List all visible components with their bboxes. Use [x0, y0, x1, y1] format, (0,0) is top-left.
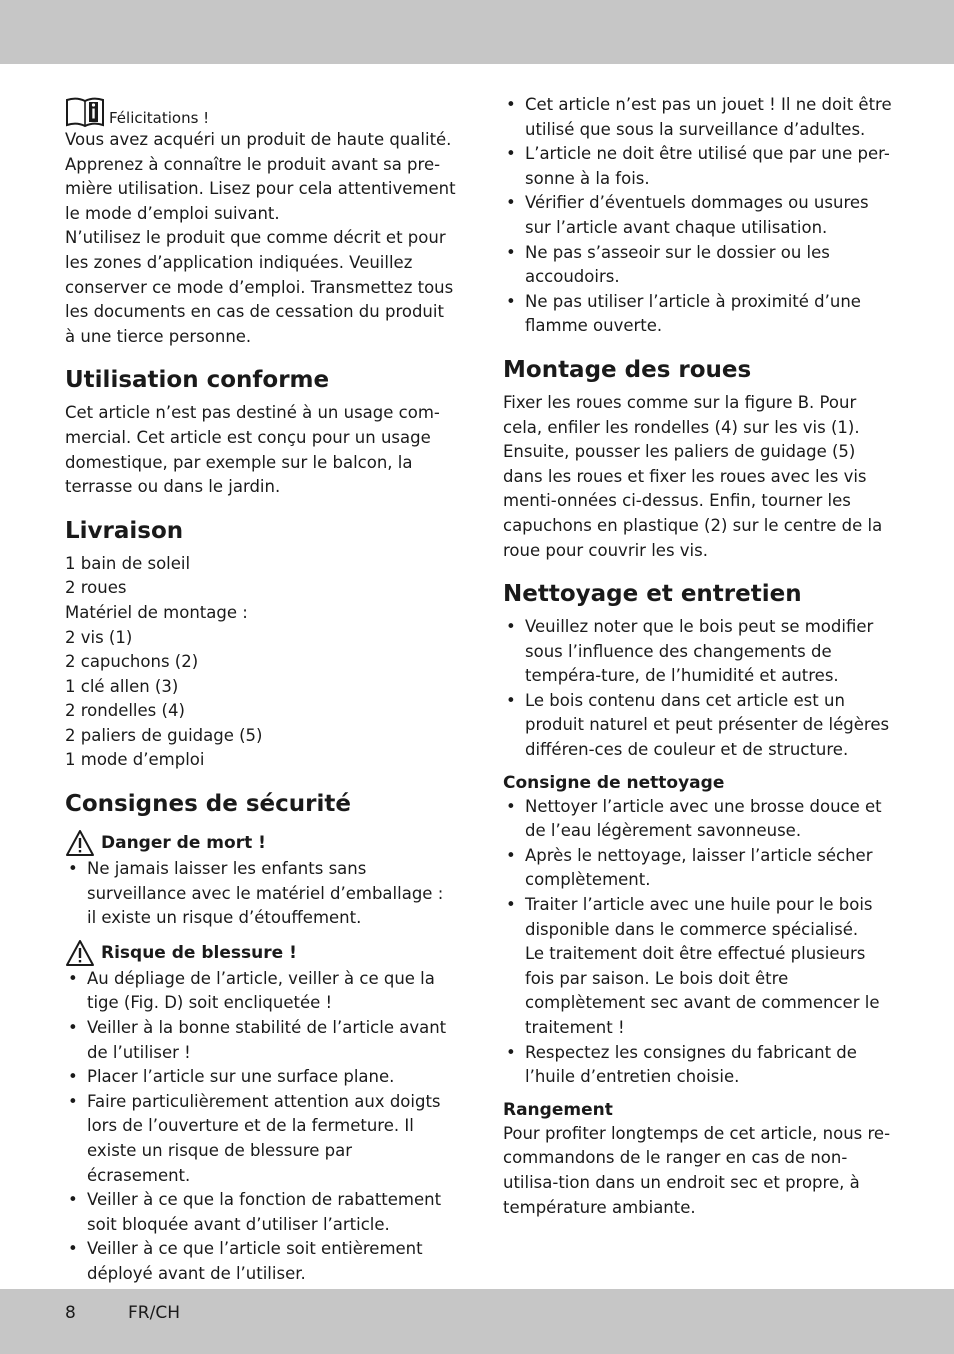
- nettoyage-list: [503, 615, 895, 763]
- livraison-item: 2 rondelles (4): [65, 701, 185, 721]
- list-item: • Au dépliage de l’article, veiller à ce que la tige (Fig. D) soit encliquetée !: [65, 967, 457, 1016]
- section-heading: Montage des roues: [503, 356, 752, 383]
- manual-info-icon: [65, 96, 105, 128]
- intro-title-line: [65, 96, 457, 128]
- securite-continued-list: [503, 93, 895, 339]
- section-text: Fixer les roues comme sur la figure B. Pour cela, enfiler les rondelles (4) sur les vis (1).: [503, 392, 860, 437]
- livraison-item: Matériel de montage :: [65, 602, 248, 622]
- list-item: • Ne jamais laisser les enfants sans surveillance avec le matériel d’emballage : il existe un risque d’étouffement.: [65, 857, 457, 931]
- list-item: • Le bois contenu dans cet article est un produit naturel et peut présenter de légères différen-ces de couleur et de structure.: [503, 689, 895, 763]
- rangement-heading: Rangement: [503, 1099, 613, 1120]
- language-code: FR/CH: [128, 1303, 180, 1323]
- list-item: • Ne pas s’asseoir sur le dossier ou les accoudoirs.: [503, 241, 895, 290]
- list-item: • Veiller à la bonne stabilité de l’article avant de l’utiliser !: [65, 1016, 457, 1065]
- livraison-item: 2 vis (1): [65, 627, 133, 647]
- warning-triangle-icon: [65, 829, 95, 857]
- list-item: • L’article ne doit être utilisé que par une per-sonne à la fois.: [503, 142, 895, 191]
- section-utilisation: [65, 365, 457, 499]
- left-column: [65, 96, 457, 1287]
- section-text: Cet article n’est pas destiné à un usage com-mercial. Cet article est conçu pour un usage domestique, par exemple sur le balcon, la terrasse ou dans le jardin.: [65, 403, 440, 497]
- risque-heading-line: [65, 939, 457, 967]
- list-item: • Ne pas utiliser l’article à proximité d’une flamme ouverte.: [503, 290, 895, 339]
- section-heading: Utilisation conforme: [65, 367, 330, 394]
- intro-paragraph: Vous avez acquéri un produit de haute qualité. Apprenez à connaître le produit avant sa pre-mière utilisation. Lisez pour cela attentivement le mode d’emploi suivant.: [65, 130, 456, 223]
- list-item: [503, 893, 895, 1041]
- list-item: • Cet article n’est pas un jouet ! Il ne doit être utilisé que sous la surveillance d’adultes.: [503, 93, 895, 142]
- list-item: • Veiller à ce que la fonction de rabattement soit bloquée avant d’utiliser l’article.: [65, 1188, 457, 1237]
- rangement-text: Pour profiter longtemps de cet article, nous re-commandons de le ranger en cas de non-utilisa-tion dans un endroit sec et propre, à température ambiante.: [503, 1123, 891, 1217]
- consigne-list: [503, 795, 895, 1090]
- list-item: • Après le nettoyage, laisser l’article sécher complètement.: [503, 844, 895, 893]
- section-heading: Livraison: [65, 517, 184, 544]
- warning-triangle-icon: [65, 939, 95, 967]
- section-heading: Consignes de sécurité: [65, 791, 351, 818]
- livraison-item: 1 mode d’emploi: [65, 750, 205, 770]
- list-item: • Respectez les consignes du fabricant de l’huile d’entretien choisie.: [503, 1041, 895, 1090]
- list-item: • Veiller à ce que l’article soit entièrement déployé avant de l’utiliser.: [65, 1237, 457, 1286]
- danger-heading-line: [65, 829, 457, 857]
- section-securite: [65, 789, 457, 1287]
- list-item: • Veuillez noter que le bois peut se modifier sous l’influence des changements de tempéra-ture, de l’humidité et autres.: [503, 615, 895, 689]
- risque-heading: Risque de blessure !: [101, 942, 297, 963]
- livraison-item: 1 bain de soleil: [65, 553, 191, 573]
- section-montage: [503, 355, 895, 563]
- danger-list: [65, 857, 457, 931]
- section-heading: Nettoyage et entretien: [503, 581, 802, 608]
- danger-heading: Danger de mort !: [101, 833, 266, 854]
- list-item-extra: Le traitement doit être effectué plusieurs fois par saison. Le bois doit être complètement sec avant de commencer le traitement !: [525, 944, 880, 1037]
- livraison-item: 2 paliers de guidage (5): [65, 725, 263, 745]
- livraison-item: 2 capuchons (2): [65, 652, 199, 672]
- list-item-text: Traiter l’article avec une huile pour le bois disponible dans le commerce spécialisé.: [525, 895, 873, 939]
- section-livraison: [65, 516, 457, 773]
- consigne-heading: Consigne de nettoyage: [503, 772, 725, 793]
- livraison-item: 1 clé allen (3): [65, 676, 179, 696]
- list-item: • Placer l’article sur une surface plane.: [65, 1065, 457, 1090]
- section-nettoyage: [503, 579, 895, 1220]
- header-bar: [0, 0, 954, 64]
- intro-paragraph: N’utilisez le produit que comme décrit et pour les zones d’application indiquées. Veuillez conserver ce mode d’emploi. Transmettez tous les documents en cas de cessation du produit à une tierce personne.: [65, 228, 454, 346]
- list-item: • Faire particulièrement attention aux doigts lors de l’ouverture et de la fermeture. Il existe un risque de blessure par écrasement.: [65, 1090, 457, 1188]
- list-item: • Nettoyer l’article avec une brosse douce et de l’eau légèrement savonneuse.: [503, 795, 895, 844]
- page-number: 8: [65, 1303, 76, 1323]
- section-text: Ensuite, pousser les paliers de guidage (5) dans les roues et fixer les roues avec les vis menti-onnées ci-dessus. Enfin, tourner les capuchons en plastique (2) sur le centre de la roue pour couvrir les vis.: [503, 442, 883, 560]
- right-column: [503, 93, 895, 1220]
- intro-title: Félicitations !: [109, 109, 210, 127]
- list-item: • Vérifier d’éventuels dommages ou usures sur l’article avant chaque utilisation.: [503, 191, 895, 240]
- risque-list: [65, 967, 457, 1287]
- livraison-item: 2 roues: [65, 578, 127, 598]
